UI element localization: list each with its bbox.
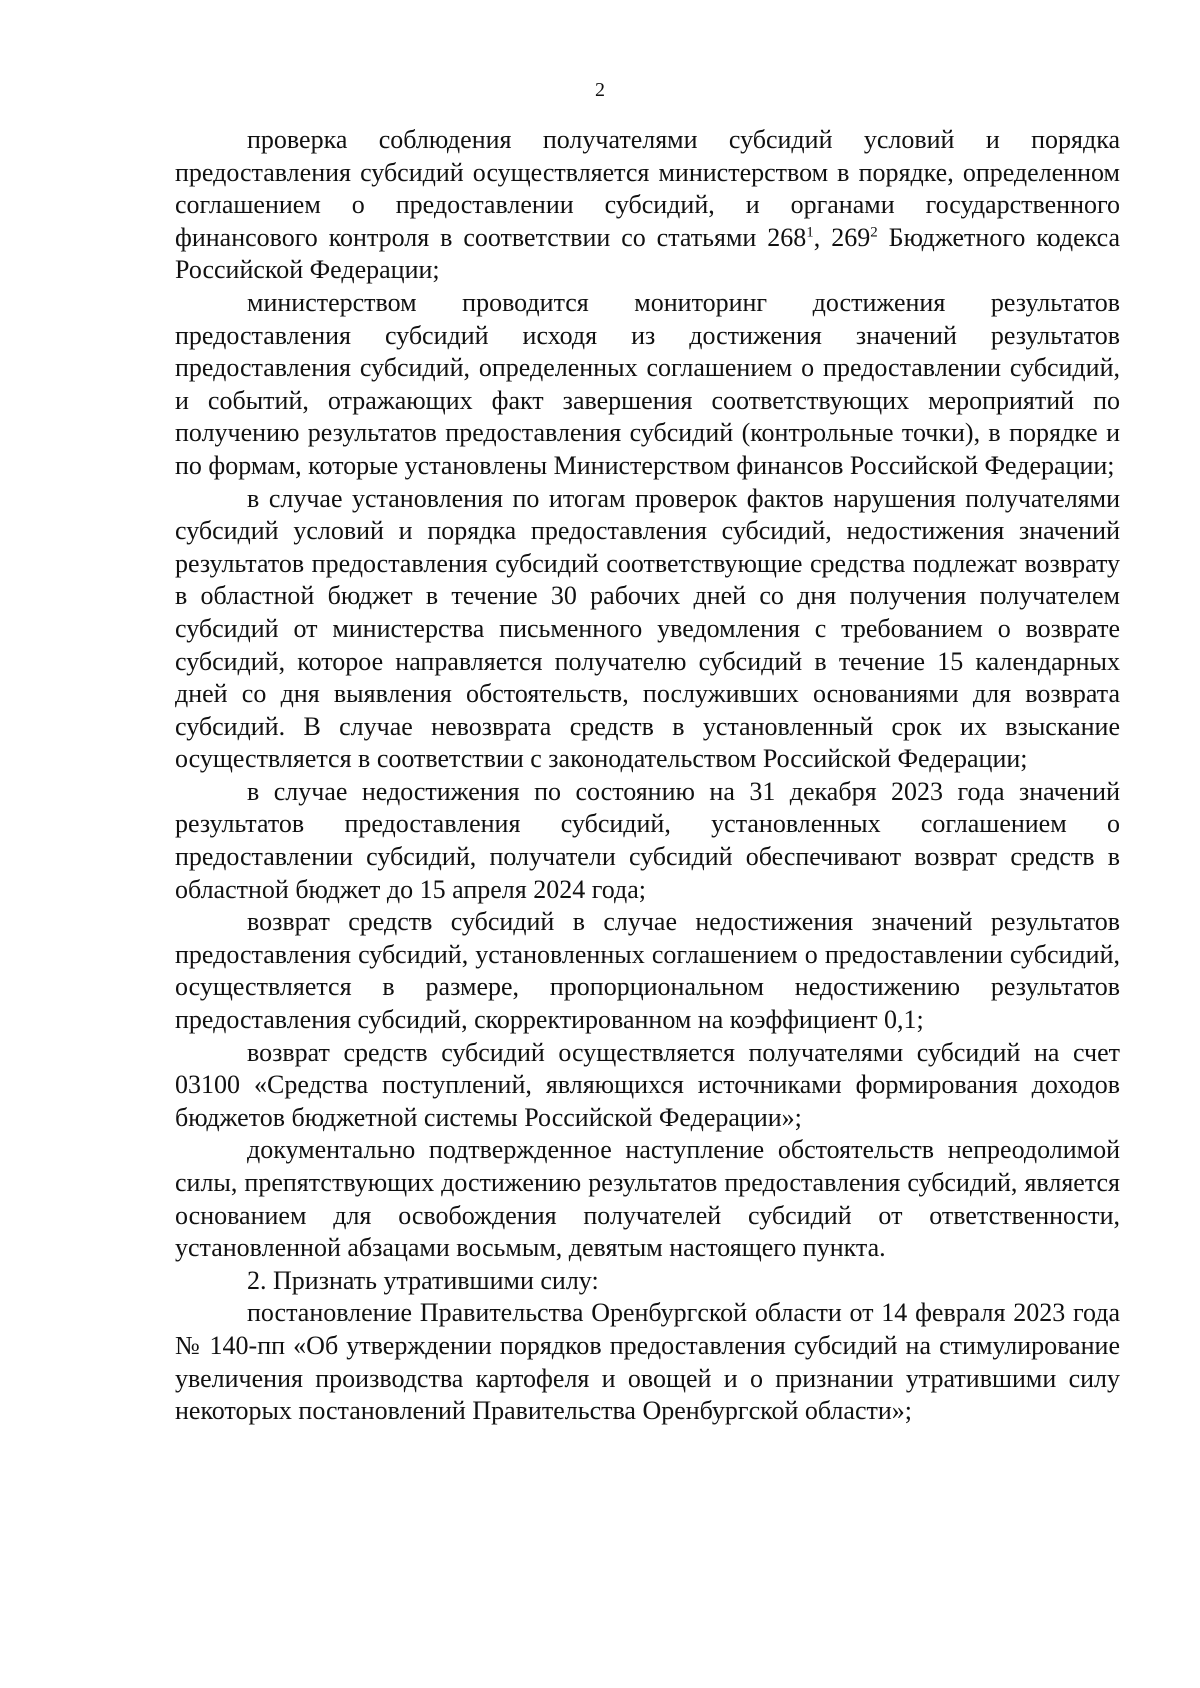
paragraph-text-part: проверка соблюдения получателями субсидий условий и порядка предоставления субсидий осуществляется министерством в порядке, определенном соглашением о предоставлении субсидий, и органами государственного финансового контроля в соответствии со статьями 268	[175, 125, 1120, 252]
paragraph-force-majeure: документально подтвержденное наступление обстоятельств непреодолимой силы, препятствующих достижению результатов предоставления субсидий, является основанием для освобождения получателей субсидий от ответственности, установленной абзацами восьмым, девятым настоящего пункта.	[175, 1135, 1120, 1263]
superscript-1: 1	[806, 224, 814, 241]
paragraph-monitoring: министерством проводится мониторинг достижения результатов предоставления субсидий исходя из достижения значений результатов предоставления субсидий, определенных соглашением о предоставлении субсидий, и событий, отражающих факт завершения соответствующих мероприятий по получению результатов предоставления субсидий (контрольные точки), в порядке и по формам, которые установлены Министерством финансов Российской Федерации;	[175, 287, 1120, 480]
paragraph-text-part: Бюджетного кодекса Российской Федерации;	[175, 222, 1121, 285]
superscript-2: 2	[870, 224, 878, 241]
paragraph-item-2-heading: 2. Признать утратившими силу:	[247, 1265, 599, 1295]
paragraph-repealed-decree: постановление Правительства Оренбургской области от 14 февраля 2023 года № 140-пп «Об утверждении порядков предоставления субсидий на стимулирование увеличения производства картофеля и овощей и о признании утратившими силу некоторых постановлений Правительства Оренбургской области»;	[175, 1298, 1120, 1426]
paragraph-refund-account: возврат средств субсидий осуществляется получателями субсидий на счет 03100 «Средства поступлений, являющихся источниками формирования доходов бюджетов бюджетной системы Российской Федерации»;	[175, 1037, 1120, 1132]
paragraph-violation-refund: в случае установления по итогам проверок фактов нарушения получателями субсидий условий и порядка предоставления субсидий, недостижения значений результатов предоставления субсидий соответствующие средства подлежат возврату в областной бюджет в течение 30 рабочих дней со дня получения получателем субсидий от министерства письменного уведомления с требованием о возврате субсидий, которое направляется получателю субсидий в течение 15 календарных дней со дня выявления обстоятельств, послуживших основаниями для возврата субсидий. В случае невозврата средств в установленный срок их взыскание осуществляется в соответствии с законодательством Российской Федерации;	[175, 483, 1120, 774]
paragraph-proportional-refund: возврат средств субсидий в случае недостижения значений результатов предоставления субсидий, установленных соглашением о предоставлении субсидий, осуществляется в размере, пропорциональном недостижению результатов предоставления субсидий, скорректированном на коэффициент 0,1;	[175, 907, 1120, 1035]
paragraph-verification	[175, 124, 1120, 287]
paragraph-underachievement-deadline: в случае недостижения по состоянию на 31 декабря 2023 года значений результатов предоставления субсидий, установленных соглашением о предоставлении субсидий, получатели субсидий обеспечивают возврат средств в областной бюджет до 15 апреля 2024 года;	[175, 776, 1120, 904]
page-number: 2	[595, 79, 605, 101]
paragraph-text-part: , 269	[813, 222, 871, 252]
document-body	[175, 124, 1120, 1428]
